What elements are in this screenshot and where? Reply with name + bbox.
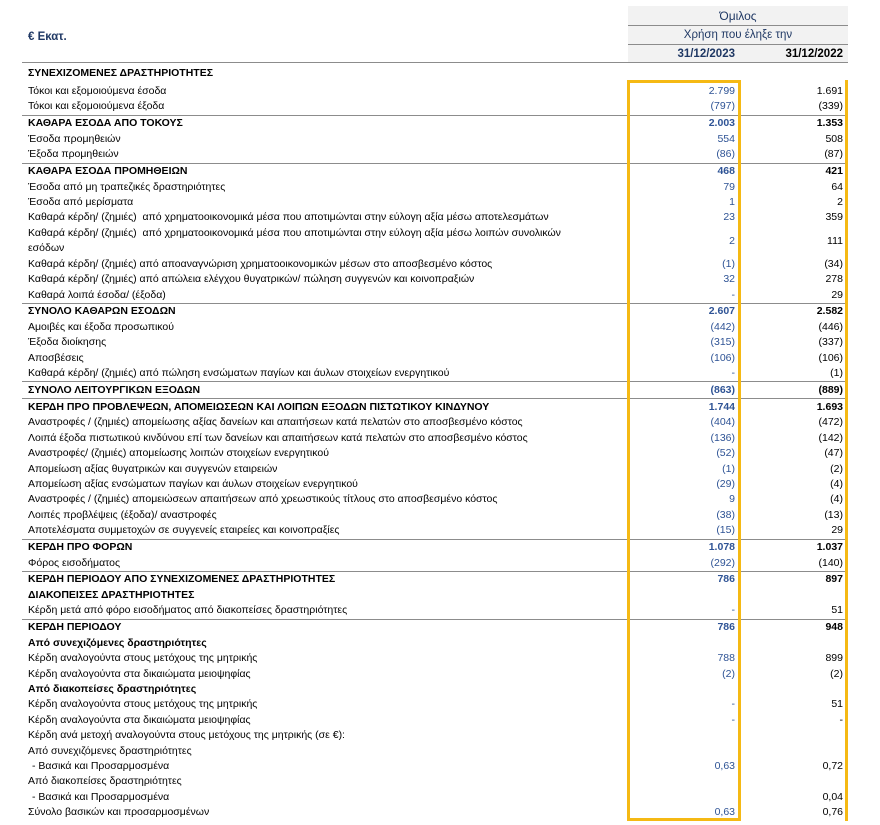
value-2022: (142) bbox=[818, 431, 843, 444]
value-2023: 468 bbox=[717, 164, 735, 177]
column-header-2022: 31/12/2022 bbox=[785, 48, 843, 60]
value-2022: 2 bbox=[837, 195, 843, 208]
value-2023: (404) bbox=[710, 416, 735, 429]
row-label: Αμοιβές και έξοδα προσωπικού bbox=[28, 320, 175, 333]
row-label: Κέρδη αναλογούντα στους μετόχους της μητρικής bbox=[28, 652, 258, 665]
value-2023: 0,63 bbox=[714, 759, 735, 772]
value-2022: (140) bbox=[818, 556, 843, 569]
value-2023: (2) bbox=[722, 667, 735, 680]
row-label: Αναστροφές / (ζημιές) απομειώσεων απαιτήσεων από χρεωστικούς τίτλους στο αποσβεσμένο κόστος bbox=[28, 493, 498, 506]
row-label: Από διακοπείσες δραστηριότητες bbox=[28, 775, 182, 788]
column-header-2023: 31/12/2023 bbox=[677, 48, 735, 60]
row-label: Αναστροφές/ (ζημιές) απομείωσης λοιπών στοιχείων ενεργητικού bbox=[28, 447, 329, 460]
row-label: Αναστροφές / (ζημιές) απομείωσης αξίας δανείων και απαιτήσεων κατά πελατών στο αποσβεσμένο κόστος bbox=[28, 416, 523, 429]
value-2022: (889) bbox=[818, 383, 843, 396]
value-2023: (136) bbox=[710, 431, 735, 444]
value-2022: 111 bbox=[827, 234, 843, 247]
value-2023: (315) bbox=[710, 336, 735, 349]
row-label: Έξοδα προμηθειών bbox=[28, 148, 119, 161]
row-label: ΚΕΡΔΗ ΠΕΡΙΟΔΟΥ ΑΠΟ ΣΥΝΕΧΙΖΟΜΕΝΕΣ ΔΡΑΣΤΗΡΙΟΤΗΤΕΣ bbox=[28, 573, 336, 586]
value-2023: (797) bbox=[710, 100, 735, 113]
value-2023: 1 bbox=[729, 195, 735, 208]
value-2022: 278 bbox=[825, 273, 843, 286]
value-2022: 508 bbox=[825, 132, 843, 145]
value-2022: (472) bbox=[818, 416, 843, 429]
value-2023: 23 bbox=[723, 211, 735, 224]
value-2022: 29 bbox=[831, 524, 843, 537]
value-2023: (38) bbox=[716, 508, 735, 521]
value-2022: (87) bbox=[824, 148, 843, 161]
value-2022: 359 bbox=[825, 211, 843, 224]
value-2022: 0,72 bbox=[822, 759, 843, 772]
row-label: Τόκοι και εξομοιούμενα έξοδα bbox=[28, 100, 165, 113]
value-2023: 2 bbox=[729, 234, 735, 247]
row-label: ΚΕΡΔΗ ΠΕΡΙΟΔΟΥ bbox=[28, 621, 122, 634]
value-2023: (1) bbox=[722, 462, 735, 475]
row-label: Από συνεχιζόμενες δραστηριότητες bbox=[28, 744, 192, 757]
value-2023: (29) bbox=[716, 478, 735, 491]
value-2023: (15) bbox=[716, 524, 735, 537]
value-2022: (4) bbox=[830, 478, 843, 491]
value-2022: 899 bbox=[825, 652, 843, 665]
row-label: Σύνολο βασικών και προσαρμοσμένων bbox=[28, 806, 210, 819]
value-2023: 2.003 bbox=[708, 117, 735, 130]
row-label: Τόκοι και εξομοιούμενα έσοδα bbox=[28, 85, 167, 97]
row-label: Καθαρά κέρδη/ (ζημιές) από πώληση ενσώματων παγίων και άυλων στοιχείων ενεργητικού bbox=[28, 367, 450, 380]
value-2022: (339) bbox=[818, 100, 843, 113]
row-label: Κέρδη αναλογούντα στα δικαιώματα μειοψηφίας bbox=[28, 667, 251, 680]
row-label: Καθαρά λοιπά έσοδα/ (έξοδα) bbox=[28, 288, 166, 301]
value-2023: 79 bbox=[723, 180, 735, 193]
row-label: Έσοδα από μερίσματα bbox=[28, 195, 134, 208]
row-label: ΚΑΘΑΡΑ ΕΣΟΔΑ ΠΡΟΜΗΘΕΙΩΝ bbox=[28, 164, 188, 177]
value-2023: (1) bbox=[722, 257, 735, 270]
period-label: Χρήση που έληξε την bbox=[683, 29, 793, 41]
value-2023: (442) bbox=[710, 320, 735, 333]
value-2022: 2.582 bbox=[816, 305, 843, 318]
value-2022: 897 bbox=[825, 573, 843, 586]
value-2022: (4) bbox=[830, 493, 843, 506]
value-2023: 1.744 bbox=[708, 400, 735, 413]
row-label: Λοιπά έξοδα πιστωτικού κινδύνου επί των δανείων και απαιτήσεων κατά πελατών στο αποσβεσμένο κόστος bbox=[28, 431, 528, 444]
value-2022: (34) bbox=[824, 257, 843, 270]
value-2022: (47) bbox=[824, 447, 843, 460]
value-2023: 32 bbox=[723, 273, 735, 286]
row-label: ΚΑΘΑΡΑ ΕΣΟΔΑ ΑΠΟ ΤΟΚΟΥΣ bbox=[28, 117, 183, 130]
row-label: Καθαρά κέρδη/ (ζημιές) από χρηματοοικονομικά μέσα που αποτιμώνται στην εύλογη αξία μέσω λοιπών συνολικών εσόδων bbox=[28, 226, 561, 255]
value-2022: (1) bbox=[830, 367, 843, 380]
value-2023: (292) bbox=[710, 556, 735, 569]
value-2023: 2.799 bbox=[708, 85, 735, 97]
highlight-box-2023 bbox=[627, 80, 741, 821]
value-2023: 788 bbox=[717, 652, 735, 665]
value-2022: 64 bbox=[831, 180, 843, 193]
value-2023: 0,63 bbox=[714, 806, 735, 819]
value-2023: - bbox=[731, 288, 735, 301]
row-label: Έξοδα διοίκησης bbox=[28, 336, 107, 349]
row-label: Καθαρά κέρδη/ (ζημιές) από απώλεια ελέγχου θυγατρικών/ πώληση συγγενών και κοινοπραξιών bbox=[28, 273, 475, 286]
value-2023: 786 bbox=[717, 621, 735, 634]
value-2022: 51 bbox=[831, 698, 843, 711]
group-label: Όμιλος bbox=[719, 9, 757, 23]
row-label: Λοιπές προβλέψεις (έξοδα)/ αναστροφές bbox=[28, 508, 217, 521]
value-2022: - bbox=[839, 713, 843, 726]
value-2023: 1.078 bbox=[708, 540, 735, 553]
value-2023: (106) bbox=[710, 351, 735, 364]
value-2023: - bbox=[731, 367, 735, 380]
value-2023: 786 bbox=[717, 573, 735, 586]
value-2023: - bbox=[731, 698, 735, 711]
row-label: Καθαρά κέρδη/ (ζημιές) από χρηματοοικονομικά μέσα που αποτιμώνται στην εύλογη αξία μέσω αποτελεσμάτων bbox=[28, 211, 549, 224]
value-2022: 1.693 bbox=[816, 400, 843, 413]
value-2022: 51 bbox=[831, 604, 843, 617]
value-2023: - bbox=[731, 604, 735, 617]
row-label: Κέρδη αναλογούντα στα δικαιώματα μειοψηφίας bbox=[28, 713, 251, 726]
row-label: Απομείωση αξίας ενσώματων παγίων και άυλων στοιχείων ενεργητικού bbox=[28, 478, 358, 491]
value-2023: (863) bbox=[710, 383, 735, 396]
value-2023: (86) bbox=[716, 148, 735, 161]
row-label: Καθαρά κέρδη/ (ζημιές) από αποαναγνώριση χρηματοοικονομικών μέσων στο αποσβεσμένο κόστος bbox=[28, 257, 493, 270]
value-2023: 2.607 bbox=[708, 305, 735, 318]
value-2022: 0,04 bbox=[822, 790, 843, 803]
value-2022: 948 bbox=[825, 621, 843, 634]
value-2023: 9 bbox=[729, 493, 735, 506]
value-2022: (2) bbox=[830, 462, 843, 475]
row-label: ΣΥΝΕΧΙΖΟΜΕΝΕΣ ΔΡΑΣΤΗΡΙΟΤΗΤΕΣ bbox=[28, 66, 214, 79]
value-2022: 1.691 bbox=[816, 85, 843, 97]
value-2022: (2) bbox=[830, 667, 843, 680]
row-label: - Βασικά και Προσαρμοσμένα bbox=[32, 759, 170, 772]
row-label: Έσοδα από μη τραπεζικές δραστηριότητες bbox=[28, 180, 226, 193]
row-label: Φόρος εισοδήματος bbox=[28, 556, 121, 569]
value-2022: 29 bbox=[831, 288, 843, 301]
value-2022: 1.353 bbox=[816, 117, 843, 130]
unit-label: € Εκατ. bbox=[28, 31, 67, 43]
row-label: Κέρδη μετά από φόρο εισοδήματος από διακοπείσες δραστηριότητες bbox=[28, 604, 348, 617]
value-2022: 0,76 bbox=[822, 806, 843, 819]
row-label: ΣΥΝΟΛΟ ΚΑΘΑΡΩΝ ΕΣΟΔΩΝ bbox=[28, 305, 176, 318]
row-label: ΚΕΡΔΗ ΠΡΟ ΠΡΟΒΛΕΨΕΩΝ, ΑΠΟΜΕΙΩΣΕΩΝ ΚΑΙ ΛΟΙΠΩΝ ΕΞΟΔΩΝ ΠΙΣΤΩΤΙΚΟΥ ΚΙΝΔΥΝΟΥ bbox=[28, 400, 490, 413]
row-label: Απομείωση αξίας θυγατρικών και συγγενών εταιρειών bbox=[28, 462, 278, 475]
value-2023: (52) bbox=[716, 447, 735, 460]
value-2022: 1.037 bbox=[816, 540, 843, 553]
value-2022: 421 bbox=[825, 164, 843, 177]
row-label: ΔΙΑΚΟΠΕΙΣΕΣ ΔΡΑΣΤΗΡΙΟΤΗΤΕΣ bbox=[28, 588, 195, 601]
value-2023: 554 bbox=[717, 132, 735, 145]
row-label: Από συνεχιζόμενες δραστηριότητες bbox=[28, 636, 207, 649]
row-label: Αποσβέσεις bbox=[28, 351, 84, 364]
row-label: - Βασικά και Προσαρμοσμένα bbox=[32, 790, 170, 803]
highlight-line-2022 bbox=[845, 80, 848, 821]
row-label: Από διακοπείσες δραστηριότητες bbox=[28, 682, 197, 695]
value-2023: - bbox=[731, 713, 735, 726]
value-2022: (446) bbox=[818, 320, 843, 333]
row-label: ΚΕΡΔΗ ΠΡΟ ΦΟΡΩΝ bbox=[28, 540, 133, 553]
value-2022: (337) bbox=[818, 336, 843, 349]
value-2022: (106) bbox=[818, 351, 843, 364]
row-label: Έσοδα προμηθειών bbox=[28, 132, 121, 145]
row-label: Αποτελέσματα συμμετοχών σε συγγενείς εταιρείες και κοινοπραξίες bbox=[28, 524, 340, 537]
row-label: Κέρδη αναλογούντα στους μετόχους της μητρικής bbox=[28, 698, 258, 711]
row-label: ΣΥΝΟΛΟ ΛΕΙΤΟΥΡΓΙΚΩΝ ΕΞΟΔΩΝ bbox=[28, 383, 201, 396]
value-2022: (13) bbox=[824, 508, 843, 521]
row-label: Κέρδη ανά μετοχή αναλογούντα στους μετόχους της μητρικής (σε €): bbox=[28, 729, 345, 742]
